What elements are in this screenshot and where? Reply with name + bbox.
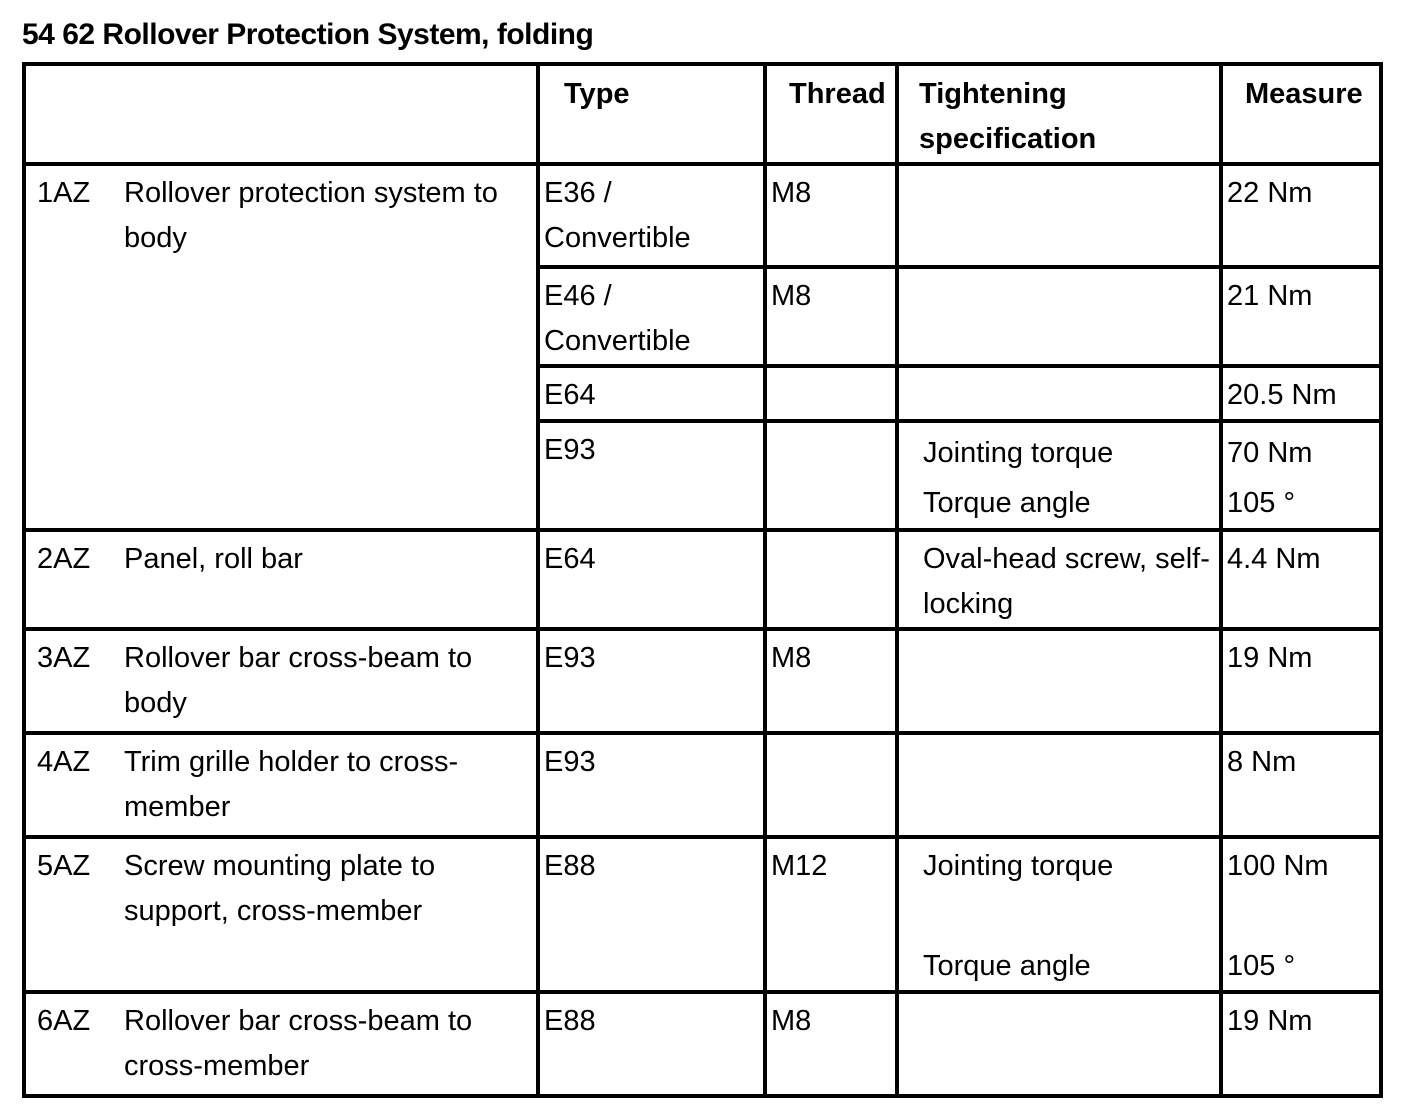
item-description: Rollover protection system to body: [124, 177, 498, 254]
measure-cell: 19 Nm: [1221, 992, 1381, 1096]
header-item: [24, 64, 538, 164]
item-description: Screw mounting plate to support, cross-member: [124, 850, 436, 927]
item-code: 3AZ: [37, 642, 91, 674]
measure-cell: 21 Nm: [1221, 267, 1381, 366]
header-tightening-specification: Tightening specification: [897, 64, 1221, 164]
spec-cell: [897, 164, 1221, 267]
item-cell: [24, 837, 538, 992]
spec-cell: [897, 366, 1221, 421]
item-cell: [24, 992, 538, 1096]
item-description: Rollover bar cross-beam to body: [124, 642, 473, 719]
spec-cell: [897, 629, 1221, 733]
item-description: Trim grille holder to cross-member: [124, 746, 459, 823]
item-cell: [24, 530, 538, 629]
thread-cell: [765, 530, 897, 629]
type-cell: E88: [538, 837, 765, 992]
spec-cell: [897, 733, 1221, 837]
item-description: Rollover bar cross-beam to cross-member: [124, 1005, 473, 1082]
measure-cell: 20.5 Nm: [1221, 366, 1381, 421]
measure-line: 105 °: [1227, 487, 1296, 519]
measure-cell: [1221, 421, 1381, 530]
item-cell: [24, 164, 538, 530]
spec-cell: Oval-head screw, self-locking: [897, 530, 1221, 629]
thread-cell: [765, 733, 897, 837]
type-cell: E88: [538, 992, 765, 1096]
document-title: 54 62 Rollover Protection System, folding: [22, 18, 594, 51]
thread-cell: M8: [765, 267, 897, 366]
table-row: [24, 530, 1381, 629]
type-cell: E46 / Convertible: [538, 267, 765, 366]
item-cell: [24, 733, 538, 837]
spec-line: Jointing torque: [923, 850, 1114, 882]
thread-cell: M8: [765, 629, 897, 733]
thread-cell: M12: [765, 837, 897, 992]
table-row: [24, 837, 1381, 992]
thread-cell: M8: [765, 992, 897, 1096]
thread-cell: [765, 366, 897, 421]
measure-line: 100 Nm: [1227, 850, 1329, 882]
table-row: [24, 733, 1381, 837]
type-cell: E36 / Convertible: [538, 164, 765, 267]
measure-cell: 8 Nm: [1221, 733, 1381, 837]
thread-cell: M8: [765, 164, 897, 267]
measure-line: 70 Nm: [1227, 437, 1313, 469]
header-measure: Measure: [1221, 64, 1381, 164]
item-description: Panel, roll bar: [124, 543, 303, 575]
type-cell: E93: [538, 733, 765, 837]
thread-cell: [765, 421, 897, 530]
spec-cell: [897, 992, 1221, 1096]
header-row: [24, 64, 1381, 164]
spec-line: Jointing torque: [923, 437, 1114, 469]
item-code: 6AZ: [37, 1005, 91, 1037]
item-cell: [24, 629, 538, 733]
type-cell: E64: [538, 366, 765, 421]
table-row: [24, 992, 1381, 1096]
measure-cell: 4.4 Nm: [1221, 530, 1381, 629]
item-code: 5AZ: [37, 850, 91, 882]
item-code: 4AZ: [37, 746, 91, 778]
item-code: 1AZ: [37, 177, 91, 209]
spec-cell: [897, 421, 1221, 530]
item-code: 2AZ: [37, 543, 91, 575]
spec-cell: [897, 837, 1221, 992]
measure-cell: [1221, 837, 1381, 992]
measure-cell: 22 Nm: [1221, 164, 1381, 267]
table-row: [24, 629, 1381, 733]
torque-spec-table: [22, 62, 1383, 1098]
spec-line: Torque angle: [923, 487, 1091, 519]
measure-cell: 19 Nm: [1221, 629, 1381, 733]
header-thread: Thread: [765, 64, 897, 164]
spec-line: Torque angle: [923, 950, 1091, 982]
spec-cell: [897, 267, 1221, 366]
type-cell: E93: [538, 421, 765, 530]
type-cell: E93: [538, 629, 765, 733]
type-cell: E64: [538, 530, 765, 629]
measure-line: 105 °: [1227, 950, 1296, 982]
header-type: Type: [538, 64, 765, 164]
table-row: [24, 164, 1381, 267]
